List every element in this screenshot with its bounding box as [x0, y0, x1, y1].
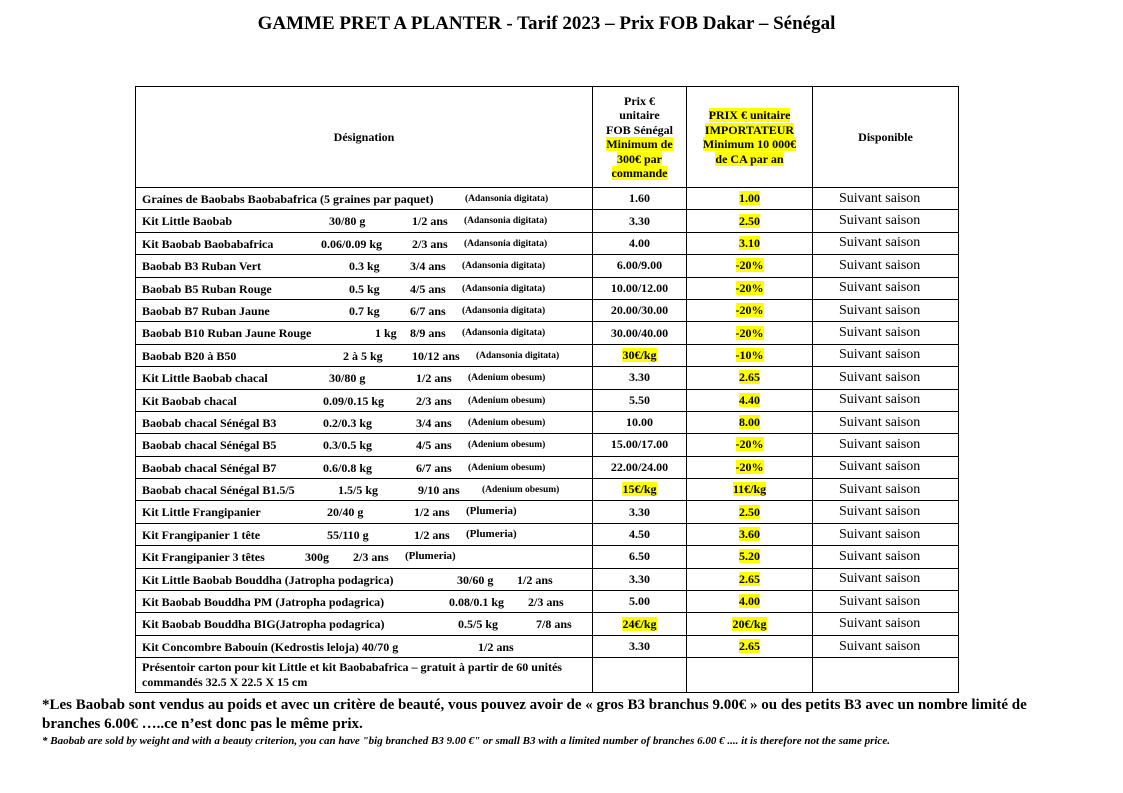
price-fob-value: 15.00/17.00: [610, 437, 669, 452]
cell-price-importateur: [687, 568, 813, 590]
table-row: [136, 232, 959, 254]
cell-price-fob: [593, 456, 687, 478]
price-table: [135, 86, 959, 693]
product-name: Baobab B10 Ruban Jaune Rouge: [142, 326, 312, 341]
price-fob-value: 3.30: [629, 213, 650, 228]
product-weight: 0.6/0.8 kg: [323, 460, 373, 475]
cell-disponible: Suivant saison: [813, 546, 959, 568]
cell-disponible: Suivant saison: [813, 501, 959, 523]
cell-disponible: Suivant saison: [813, 255, 959, 277]
price-fob-value: 15€/kg: [622, 482, 657, 497]
product-name: Graines de Baobabs Baobabafrica (5 graines par paquet): [142, 192, 434, 206]
cell-designation: [136, 232, 593, 254]
cell-disponible: Suivant saison: [813, 635, 959, 657]
price-importateur-value: -20%: [735, 280, 764, 295]
cell-designation: [136, 210, 593, 232]
cell-price-importateur: [687, 344, 813, 366]
header-designation: Désignation: [136, 87, 593, 188]
product-scientific-name: (Plumeria): [405, 550, 456, 563]
cell-empty: [813, 658, 959, 693]
header-prix-imp-line: IMPORTATEUR: [704, 122, 795, 137]
cell-price-fob: [593, 277, 687, 299]
cell-price-importateur: [687, 479, 813, 501]
cell-price-importateur: [687, 367, 813, 389]
cell-designation: [136, 523, 593, 545]
header-prix-fob-line: Prix €: [624, 93, 655, 108]
product-name: Baobab B3 Ruban Vert: [142, 259, 262, 274]
table-row: [136, 456, 959, 478]
product-name: Baobab B5 Ruban Rouge: [142, 281, 272, 296]
price-fob-value: 6.50: [629, 549, 650, 564]
cell-price-fob: [593, 479, 687, 501]
product-age: 8/9 ans: [410, 326, 446, 341]
product-weight: 0.5 kg: [349, 281, 380, 296]
product-age: 1/2 ans: [414, 527, 450, 542]
product-name: Baobab chacal Sénégal B7: [142, 460, 277, 475]
cell-disponible: Suivant saison: [813, 613, 959, 635]
cell-price-fob: [593, 411, 687, 433]
product-name: Kit Baobab Baobabafrica: [142, 236, 274, 251]
cell-price-importateur: [687, 232, 813, 254]
cell-price-fob: [593, 434, 687, 456]
product-scientific-name: (Adansonia digitata): [465, 194, 549, 204]
price-importateur-value: 4.40: [739, 392, 760, 407]
cell-price-importateur: [687, 299, 813, 321]
note-french: *Les Baobab sont vendus au poids et avec un critère de beauté, vous pouvez avoir de « gros B3 branchus 9.00€ » ou des petits B3 avec un nombre limité de branches 6.00€ …..ce n’est donc pas le même prix.: [42, 697, 1027, 732]
table-row: [136, 277, 959, 299]
price-importateur-value: 1.00: [739, 191, 760, 206]
page-title: GAMME PRET A PLANTER - Tarif 2023 – Prix FOB Dakar – Sénégal: [257, 13, 836, 34]
cell-designation: [136, 613, 593, 635]
price-fob-value: 24€/kg: [622, 616, 657, 631]
cell-designation: [136, 277, 593, 299]
cell-price-importateur: [687, 188, 813, 210]
table-row: [136, 367, 959, 389]
product-weight: 1.5/5 kg: [338, 483, 379, 498]
product-name: Baobab chacal Sénégal B1.5/5: [142, 483, 295, 498]
cell-price-importateur: [687, 277, 813, 299]
cell-disponible: Suivant saison: [813, 591, 959, 613]
cell-price-fob: [593, 568, 687, 590]
cell-designation: [136, 456, 593, 478]
header-disponible: Disponible: [813, 87, 959, 188]
product-weight: 0.09/0.15 kg: [323, 393, 385, 408]
product-age: 2/3 ans: [353, 550, 389, 565]
cell-price-fob: [593, 210, 687, 232]
cell-disponible: Suivant saison: [813, 568, 959, 590]
product-name: Baobab chacal Sénégal B5: [142, 438, 277, 453]
cell-price-fob: [593, 523, 687, 545]
product-age: 2/3 ans: [412, 236, 448, 251]
product-scientific-name: (Plumeria): [466, 527, 517, 540]
product-age: 2/3 ans: [416, 393, 452, 408]
table-row: [136, 210, 959, 232]
product-weight: 1 kg: [375, 326, 397, 341]
product-scientific-name: (Adenium obesum): [468, 440, 546, 451]
price-importateur-value: -20%: [735, 459, 764, 474]
product-weight: 20/40 g: [327, 505, 364, 520]
price-importateur-value: 3.10: [739, 235, 760, 250]
product-age: 3/4 ans: [410, 259, 446, 274]
header-prix-fob-min-line: commande: [611, 166, 668, 180]
cell-price-importateur: [687, 523, 813, 545]
product-name: Baobab chacal Sénégal B3: [142, 415, 277, 430]
table-row: [136, 344, 959, 366]
price-fob-value: 6.00/9.00: [616, 258, 663, 273]
price-importateur-value: -20%: [735, 437, 764, 452]
cell-designation: [136, 344, 593, 366]
product-age: 4/5 ans: [416, 438, 452, 453]
table-row: [136, 389, 959, 411]
product-name: Kit Baobab Bouddha PM (Jatropha podagrica): [142, 595, 385, 610]
price-fob-value: 3.30: [629, 370, 650, 385]
cell-price-fob: [593, 367, 687, 389]
cell-disponible: Suivant saison: [813, 299, 959, 321]
cell-disponible: Suivant saison: [813, 523, 959, 545]
product-age: 3/4 ans: [416, 415, 452, 430]
header-prix-fob-line: FOB Sénégal: [605, 122, 673, 137]
product-scientific-name: (Adansonia digitata): [462, 328, 546, 339]
product-age: 10/12 ans: [412, 348, 460, 363]
cell-designation: [136, 591, 593, 613]
cell-price-fob: [593, 232, 687, 254]
table-row-presentoir: [136, 658, 959, 693]
price-fob-value: 20.00/30.00: [610, 303, 669, 318]
price-importateur-value: 4.00: [739, 594, 760, 609]
product-scientific-name: (Adenium obesum): [468, 462, 546, 473]
product-age: 9/10 ans: [418, 483, 460, 498]
table-row: [136, 322, 959, 344]
table-row: [136, 546, 959, 568]
cell-price-fob: [593, 299, 687, 321]
price-importateur-value: -20%: [735, 258, 764, 273]
product-scientific-name: (Adenium obesum): [468, 417, 546, 428]
cell-disponible: Suivant saison: [813, 411, 959, 433]
price-importateur-value: -20%: [735, 325, 764, 340]
cell-disponible: Suivant saison: [813, 434, 959, 456]
cell-price-fob: [593, 613, 687, 635]
product-scientific-name: (Adenium obesum): [468, 395, 546, 406]
header-prix-fob: [593, 87, 687, 188]
cell-designation: [136, 635, 593, 657]
price-importateur-value: 8.00: [739, 415, 760, 430]
product-name: Kit Frangipanier 3 têtes: [142, 550, 265, 565]
product-age: 1/2 ans: [416, 371, 452, 386]
product-name: Kit Frangipanier 1 tête: [142, 527, 261, 542]
cell-designation: [136, 322, 593, 344]
table-row: [136, 299, 959, 321]
table-row: [136, 635, 959, 657]
product-age: 1/2 ans: [478, 639, 514, 654]
product-name: Kit Little Frangipanier: [142, 505, 261, 520]
product-name: Kit Little Baobab chacal: [142, 371, 268, 386]
product-scientific-name: (Plumeria): [466, 505, 517, 518]
cell-disponible: Suivant saison: [813, 277, 959, 299]
cell-designation: [136, 299, 593, 321]
product-scientific-name: (Adenium obesum): [482, 485, 560, 496]
header-prix-imp-line: Minimum 10 000€: [702, 137, 797, 151]
price-importateur-value: 2.50: [739, 213, 760, 228]
table-row: [136, 501, 959, 523]
cell-price-importateur: [687, 322, 813, 344]
cell-price-fob: [593, 591, 687, 613]
product-scientific-name: (Adansonia digitata): [464, 216, 548, 227]
price-importateur-value: 3.60: [739, 527, 760, 542]
product-scientific-name: (Adansonia digitata): [462, 305, 546, 316]
cell-price-importateur: [687, 635, 813, 657]
cell-price-importateur: [687, 210, 813, 232]
table-row: [136, 411, 959, 433]
cell-disponible: Suivant saison: [813, 389, 959, 411]
cell-price-importateur: [687, 591, 813, 613]
table-row: [136, 613, 959, 635]
header-prix-fob-min-line: Minimum de: [606, 137, 673, 151]
product-weight: 0.06/0.09 kg: [321, 236, 383, 251]
cell-price-importateur: [687, 546, 813, 568]
cell-designation: [136, 367, 593, 389]
product-scientific-name: (Adansonia digitata): [462, 261, 546, 272]
table-row: [136, 434, 959, 456]
cell-designation: [136, 255, 593, 277]
product-weight: 300g: [305, 550, 329, 565]
price-importateur-value: 20€/kg: [732, 616, 767, 631]
product-name: Kit Concombre Babouin (Kedrostis leloja) 40/70 g: [142, 639, 399, 654]
product-name: Baobab B7 Ruban Jaune: [142, 303, 270, 318]
table-row: [136, 591, 959, 613]
cell-disponible: Suivant saison: [813, 479, 959, 501]
table-row: [136, 255, 959, 277]
product-name: Kit Little Baobab: [142, 214, 233, 229]
price-fob-value: 5.50: [629, 392, 650, 407]
cell-designation: [136, 411, 593, 433]
cell-disponible: Suivant saison: [813, 344, 959, 366]
table-row: [136, 479, 959, 501]
cell-price-importateur: [687, 456, 813, 478]
cell-designation: [136, 546, 593, 568]
table-row: [136, 568, 959, 590]
cell-designation: [136, 479, 593, 501]
product-weight: 0.3 kg: [349, 259, 380, 274]
price-importateur-value: -20%: [735, 303, 764, 318]
product-age: 7/8 ans: [536, 617, 572, 632]
price-fob-value: 30€/kg: [622, 347, 657, 362]
product-name: Kit Baobab chacal: [142, 393, 237, 408]
product-scientific-name: (Adansonia digitata): [476, 350, 560, 361]
product-weight: 2 à 5 kg: [343, 348, 383, 363]
product-name: Baobab B20 à B50: [142, 348, 237, 363]
cell-price-importateur: [687, 501, 813, 523]
header-prix-imp-line: PRIX € unitaire: [708, 108, 791, 122]
header-prix-fob-min-line: 300€ par: [617, 151, 662, 166]
price-fob-value: 5.00: [629, 594, 650, 609]
cell-designation: [136, 501, 593, 523]
product-weight: 0.3/0.5 kg: [323, 438, 373, 453]
cell-price-fob: [593, 255, 687, 277]
product-scientific-name: (Adansonia digitata): [462, 283, 546, 294]
cell-disponible: Suivant saison: [813, 210, 959, 232]
product-age: 1/2 ans: [517, 572, 553, 587]
cell-price-importateur: [687, 613, 813, 635]
cell-empty: [593, 658, 687, 693]
cell-disponible: Suivant saison: [813, 367, 959, 389]
product-weight: 30/60 g: [457, 572, 494, 587]
product-age: 6/7 ans: [416, 460, 452, 475]
price-fob-value: 1.60: [629, 191, 650, 206]
note-english: * Baobab are sold by weight and with a beauty criterion, you can have "big branched B3 9.00 €" or small B3 with a limited number of branches 6.00 € .... it is therefore not the same price.: [42, 735, 890, 747]
product-scientific-name: (Adenium obesum): [468, 373, 546, 384]
price-fob-value: 4.50: [629, 527, 650, 542]
product-age: 4/5 ans: [410, 281, 446, 296]
cell-price-importateur: [687, 434, 813, 456]
cell-disponible: Suivant saison: [813, 232, 959, 254]
product-scientific-name: (Adansonia digitata): [464, 238, 548, 249]
cell-price-fob: [593, 322, 687, 344]
cell-disponible: Suivant saison: [813, 456, 959, 478]
price-fob-value: 10.00/12.00: [610, 280, 669, 295]
cell-designation: [136, 389, 593, 411]
product-age: 2/3 ans: [528, 595, 564, 610]
cell-price-fob: [593, 389, 687, 411]
table-row: [136, 188, 959, 210]
product-age: 1/2 ans: [412, 214, 448, 229]
product-weight: 30/80 g: [329, 371, 366, 386]
cell-price-fob: [593, 635, 687, 657]
price-fob-value: 30.00/40.00: [610, 325, 669, 340]
cell-disponible: Suivant saison: [813, 322, 959, 344]
cell-price-importateur: [687, 411, 813, 433]
product-weight: 0.5/5 kg: [458, 617, 499, 632]
product-age: 6/7 ans: [410, 303, 446, 318]
product-name: Kit Baobab Bouddha BIG(Jatropha podagrica): [142, 617, 385, 632]
cell-disponible: Suivant saison: [813, 188, 959, 210]
cell-price-fob: [593, 546, 687, 568]
product-weight: 0.2/0.3 kg: [323, 415, 373, 430]
header-prix-importateur: [687, 87, 813, 188]
cell-price-fob: [593, 501, 687, 523]
price-importateur-value: -10%: [735, 347, 764, 362]
price-fob-value: 4.00: [629, 235, 650, 250]
price-fob-value: 3.30: [629, 504, 650, 519]
price-fob-value: 22.00/24.00: [610, 459, 669, 474]
price-importateur-value: 2.65: [739, 571, 760, 586]
price-importateur-value: 2.65: [739, 370, 760, 385]
cell-empty: [687, 658, 813, 693]
header-prix-fob-line: unitaire: [619, 108, 660, 122]
product-name: Kit Little Baobab Bouddha (Jatropha podagrica): [142, 572, 394, 587]
price-importateur-value: 2.65: [739, 639, 760, 653]
cell-presentoir: Présentoir carton pour kit Little et kit Baobabafrica – gratuit à partir de 60 unités commandés 32.5 X 22.5 X 15 cm: [136, 658, 593, 693]
cell-designation: [136, 188, 593, 210]
product-weight: 55/110 g: [327, 527, 369, 542]
cell-price-importateur: [687, 389, 813, 411]
price-importateur-value: 11€/kg: [732, 482, 767, 497]
price-fob-value: 10.00: [626, 415, 653, 430]
cell-price-fob: [593, 344, 687, 366]
cell-price-importateur: [687, 255, 813, 277]
cell-price-fob: [593, 188, 687, 210]
cell-designation: [136, 568, 593, 590]
price-importateur-value: 2.50: [739, 504, 760, 519]
table-row: [136, 523, 959, 545]
cell-designation: [136, 434, 593, 456]
product-age: 1/2 ans: [414, 505, 450, 520]
price-fob-value: 3.30: [629, 571, 650, 586]
product-weight: 0.7 kg: [349, 303, 380, 318]
price-fob-value: 3.30: [629, 639, 650, 653]
price-importateur-value: 5.20: [739, 549, 760, 564]
product-weight: 30/80 g: [329, 214, 366, 229]
header-prix-imp-line: de CA par an: [715, 151, 784, 166]
product-weight: 0.08/0.1 kg: [449, 595, 505, 610]
table-header-row: [136, 87, 959, 188]
